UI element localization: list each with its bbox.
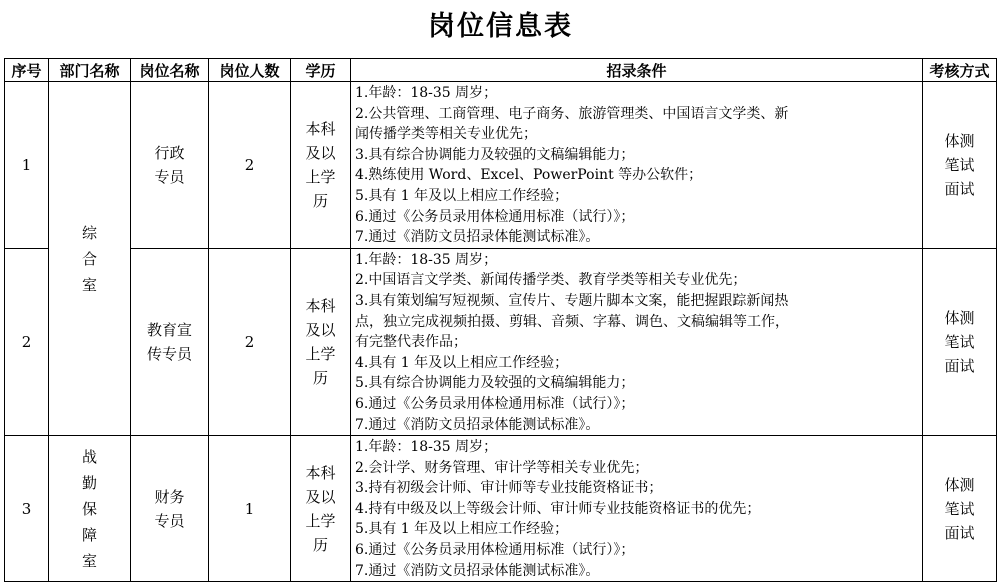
- exam-method: 体测 笔试 面试: [923, 436, 997, 582]
- condition-line: 5.具有 1 年及以上相应工作经验；: [355, 187, 569, 204]
- post-name: 教育宣 传专员: [131, 248, 209, 435]
- condition-line: 2.中国语言文学类、新闻传播学类、教育学类等相关专业优先；: [355, 272, 747, 289]
- job-info-table: [4, 58, 997, 582]
- dept-name: 综合室: [81, 223, 97, 294]
- condition-line: 6.通过《公务员录用体检通用标准（试行）》；: [355, 542, 635, 559]
- condition-line: 7.通过《消防文员招录体能测试标准》。: [355, 562, 600, 579]
- condition-line: 4.具有 1 年及以上相应工作经验；: [355, 354, 569, 371]
- post-count: 2: [209, 82, 291, 249]
- condition-line: 5.具有 1 年及以上相应工作经验；: [355, 521, 569, 538]
- table-row: [5, 82, 997, 249]
- condition-line: 4.持有中级及以上等级会计师、审计师专业技能资格证书的优先；: [355, 500, 761, 517]
- condition-line: 1.年龄：18-35 周岁；: [355, 439, 498, 456]
- dept-name: 战勤保障室: [81, 447, 97, 570]
- page-title: 岗位信息表: [428, 11, 573, 42]
- condition-line: 1.年龄：18-35 周岁；: [355, 85, 498, 101]
- dept-cell: [49, 436, 131, 582]
- table-row: [5, 248, 997, 435]
- table-row: [5, 436, 997, 582]
- condition-line: 有完整代表作品；: [355, 334, 467, 351]
- condition-line: 3.持有初级会计师、审计师等专业技能资格证书；: [355, 480, 663, 497]
- header-cond: 招录条件: [351, 59, 923, 82]
- header-edu: 学历: [291, 59, 351, 82]
- condition-line: 3.具有策划编写短视频、宣传片、专题片脚本文案，能把握跟踪新闻热: [355, 292, 789, 309]
- education: 本科 及以 上学 历: [291, 82, 351, 249]
- post-count: 2: [209, 248, 291, 435]
- header-exam: 考核方式: [923, 59, 997, 82]
- dept-cell: [49, 82, 131, 436]
- condition-line: 6.通过《公务员录用体检通用标准（试行）》；: [355, 395, 635, 412]
- row-no: 2: [5, 248, 49, 435]
- header-count: 岗位人数: [209, 59, 291, 82]
- post-count: 1: [209, 436, 291, 582]
- conditions-cell: [351, 436, 923, 582]
- condition-line: 2.公共管理、工商管理、电子商务、旅游管理类、中国语言文学类、新: [355, 105, 789, 122]
- condition-line: 4.熟练使用 Word、Excel、PowerPoint 等办公软件；: [355, 167, 703, 184]
- condition-line: 3.具有综合协调能力及较强的文稿编辑能力；: [355, 146, 635, 163]
- condition-line: 2.会计学、财务管理、审计学等相关专业优先；: [355, 459, 649, 476]
- table-header-row: [5, 59, 997, 82]
- education: 本科 及以 上学 历: [291, 248, 351, 435]
- education: 本科 及以 上学 历: [291, 436, 351, 582]
- header-no: 序号: [5, 59, 49, 82]
- condition-line: 5.具有综合协调能力及较强的文稿编辑能力；: [355, 375, 635, 392]
- post-name: 财务 专员: [131, 436, 209, 582]
- header-dept: 部门名称: [49, 59, 131, 82]
- exam-method: 体测 笔试 面试: [923, 82, 997, 249]
- conditions-cell: [351, 82, 923, 249]
- exam-method: 体测 笔试 面试: [923, 248, 997, 435]
- condition-line: 7.通过《消防文员招录体能测试标准》。: [355, 229, 600, 246]
- conditions-cell: [351, 248, 923, 435]
- post-name: 行政 专员: [131, 82, 209, 249]
- row-no: 1: [5, 82, 49, 249]
- condition-line: 点，独立完成视频拍摄、剪辑、音频、字幕、调色、文稿编辑等工作，: [355, 313, 789, 330]
- condition-line: 7.通过《消防文员招录体能测试标准》。: [355, 416, 600, 433]
- row-no: 3: [5, 436, 49, 582]
- condition-line: 1.年龄：18-35 周岁；: [355, 251, 498, 268]
- condition-line: 6.通过《公务员录用体检通用标准（试行）》；: [355, 208, 635, 225]
- condition-line: 闻传播学类等相关专业优先；: [355, 126, 537, 143]
- header-post: 岗位名称: [131, 59, 209, 82]
